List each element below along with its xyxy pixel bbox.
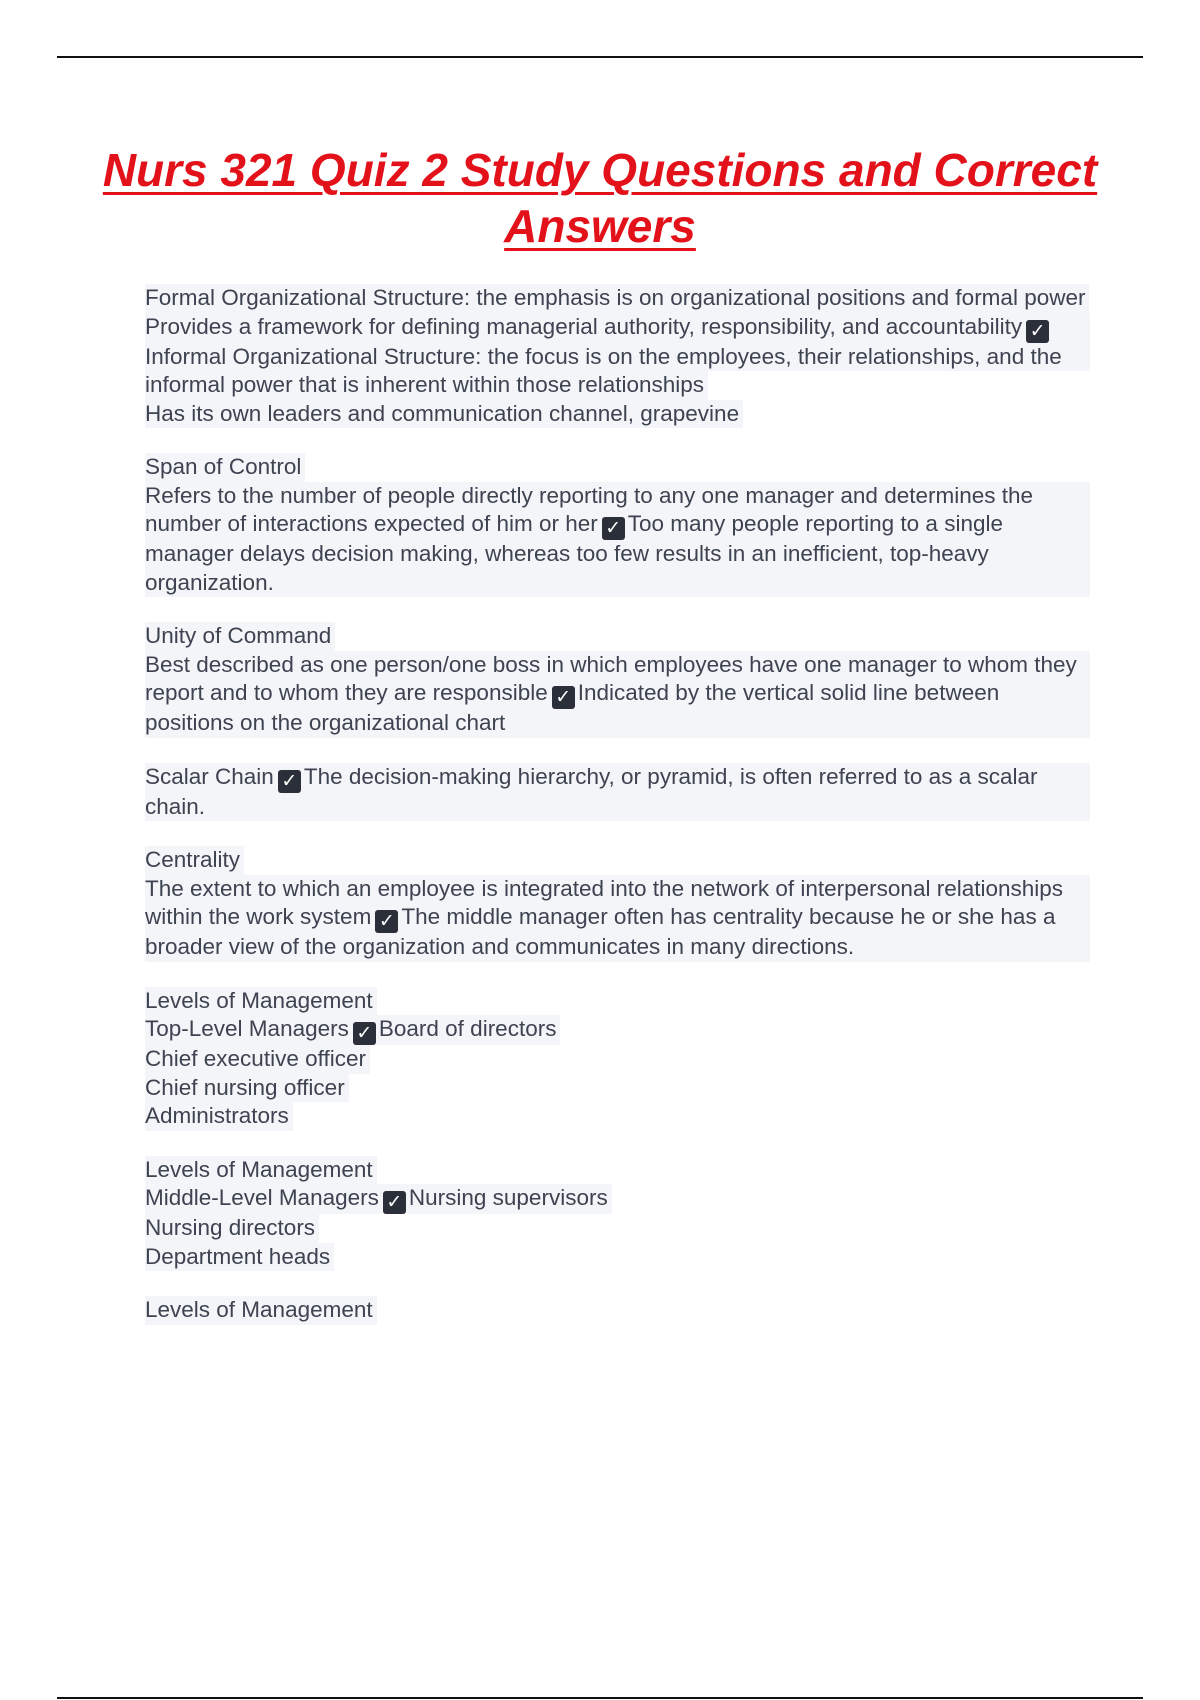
check-mark-icon: ✓	[1026, 320, 1049, 343]
qa-card	[145, 846, 1090, 962]
check-mark-icon: ✓	[353, 1022, 376, 1045]
question-heading: Span of Control	[145, 453, 305, 482]
question-text: Refers to the number of people directly reporting to any one manager and determines the number of interactions expected of him or her ✓ Too many people reporting to a single manager delays decision making, whereas too few results in an inefficient, top-heavy organization.	[145, 482, 1090, 598]
question-text: The extent to which an employee is integrated into the network of interpersonal relationships within the work system ✓ The middle manager often has centrality because he or she has a broader view of the organization and communicates in many directions.	[145, 875, 1090, 962]
top-rule	[57, 56, 1143, 58]
question-text: Provides a framework for defining managerial authority, responsibility, and accountability ✓Informal Organizational Structure: the focus is on the employees, their relationships, and the	[145, 313, 1090, 372]
document-title: Nurs 321 Quiz 2 Study Questions and Correct Answers	[102, 144, 1098, 252]
answer-text: Too many people reporting to a single manager delays decision making, whereas too few results in an inefficient, top-heavy organization.	[145, 511, 1003, 595]
qa-card	[145, 622, 1090, 738]
answer-text: The middle manager often has centrality because he or she has a broader view of the organization and communicates in many directions.	[145, 904, 1056, 959]
check-mark-icon: ✓	[383, 1191, 406, 1214]
qa-card	[145, 987, 1090, 1131]
bottom-rule	[57, 1697, 1143, 1699]
question-heading: Centrality	[145, 846, 244, 875]
answer-text: Indicated by the vertical solid line between positions on the organizational chart	[145, 680, 1000, 735]
qa-card	[145, 1296, 1090, 1325]
answer-text: Board of directors	[378, 1016, 557, 1041]
qa-content	[145, 284, 1090, 1350]
question-text: Best described as one person/one boss in which employees have one manager to whom they report and to whom they are responsible ✓ Indicated by the vertical solid line between positions on the organizational chart	[145, 651, 1090, 738]
question-heading: Unity of Command	[145, 622, 335, 651]
answer-text: Department heads	[145, 1243, 334, 1272]
question-heading: Levels of Management	[145, 1296, 377, 1325]
check-mark-icon: ✓	[278, 770, 301, 793]
answer-text: Nursing directors	[145, 1214, 319, 1243]
answer-text: Chief nursing officer	[145, 1074, 349, 1103]
question-text: Top-Level Managers ✓ Board of directors	[145, 1015, 560, 1045]
check-mark-icon: ✓	[552, 686, 575, 709]
check-mark-icon: ✓	[602, 517, 625, 540]
qa-card	[145, 1156, 1090, 1272]
check-mark-icon: ✓	[375, 910, 398, 933]
qa-card	[145, 453, 1090, 597]
qa-card	[145, 284, 1090, 428]
answer-text: Informal Organizational Structure: the focus is on the employees, their relationships, and the	[145, 343, 1062, 369]
answer-text: Chief executive officer	[145, 1045, 370, 1074]
qa-card	[145, 763, 1090, 822]
answer-text: The decision-making hierarchy, or pyramid, is often referred to as a scalar chain.	[145, 763, 1038, 819]
answer-text: informal power that is inherent within those relationships	[145, 371, 708, 400]
question-text: Scalar Chain ✓ The decision-making hierarchy, or pyramid, is often referred to as a scalar chain.	[145, 763, 1090, 822]
question-heading: Levels of Management	[145, 987, 377, 1016]
answer-text: Nursing supervisors	[408, 1185, 608, 1210]
answer-text: Has its own leaders and communication channel, grapevine	[145, 400, 743, 429]
question-text: Formal Organizational Structure: the emphasis is on organizational positions and formal power	[145, 284, 1089, 313]
answer-text: Administrators	[145, 1102, 293, 1131]
question-text: Middle-Level Managers ✓ Nursing supervisors	[145, 1184, 612, 1214]
question-heading: Levels of Management	[145, 1156, 377, 1185]
